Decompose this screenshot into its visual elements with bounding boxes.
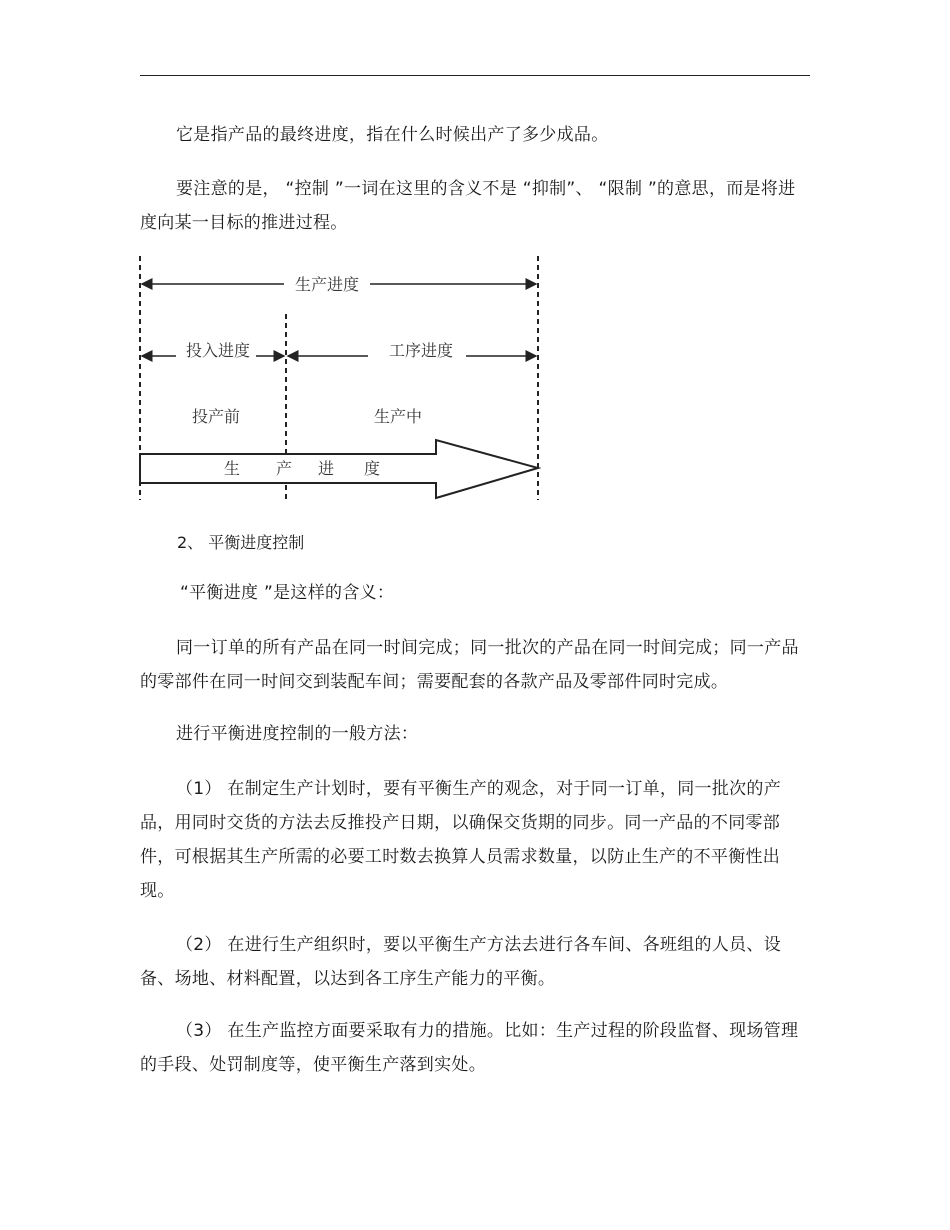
method-item-1: （1） 在制定生产计划时，要有平衡生产的观念，对于同一订单，同一批次的产品，用同时交货的方法去反推投产日期，以确保交货期的同步。同一产品的不同零部件，可根据其生产所需的必要工时数去换算人员需求数量，以防止生产的不平衡性出现。 <box>140 779 782 901</box>
paragraph-final-progress: 它是指产品的最终进度，指在什么时候出产了多少成品。 <box>176 125 609 145</box>
paragraph-control-meaning: 要注意的是， “控制 ”一词在这里的含义不是 “抑制”、 “限制 ”的意思，而是将进度向某一目标的推进过程。 <box>140 179 796 233</box>
stage-during-label: 生产中 <box>373 407 423 426</box>
input-progress-label: 投入进度 <box>185 341 251 360</box>
arrow-char-1: 生 <box>223 459 241 478</box>
methods-intro: 进行平衡进度控制的一般方法： <box>176 724 419 744</box>
production-block-arrow <box>140 440 538 498</box>
method-item-2: （2） 在进行生产组织时，要以平衡生产方法去进行各车间、各班组的人员、设备、场地、材料配置，以达到各工序生产能力的平衡。 <box>140 935 782 989</box>
process-progress-label: 工序进度 <box>388 341 454 360</box>
header-rule <box>140 75 810 76</box>
arrow-char-3: 进 <box>317 459 335 478</box>
top-label: 生产进度 <box>294 275 360 294</box>
method-item-3: （3） 在生产监控方面要采取有力的措施。比如：生产过程的阶段监督、现场管理的手段、处罚制度等，使平衡生产落到实处。 <box>140 1021 799 1075</box>
definition-paragraph: 同一订单的所有产品在同一时间完成；同一批次的产品在同一时间完成；同一产品的零部件在同一时间交到装配车间；需要配套的各款产品及零部件同时完成。 <box>140 638 799 692</box>
section-heading: 2、 平衡进度控制 <box>177 533 305 552</box>
arrow-char-4: 度 <box>363 459 381 478</box>
stage-before-label: 投产前 <box>191 407 241 426</box>
definition-intro: “平衡进度 ”是这样的含义： <box>180 583 395 603</box>
arrow-char-2: 产 <box>275 459 293 478</box>
progress-diagram <box>136 252 556 504</box>
